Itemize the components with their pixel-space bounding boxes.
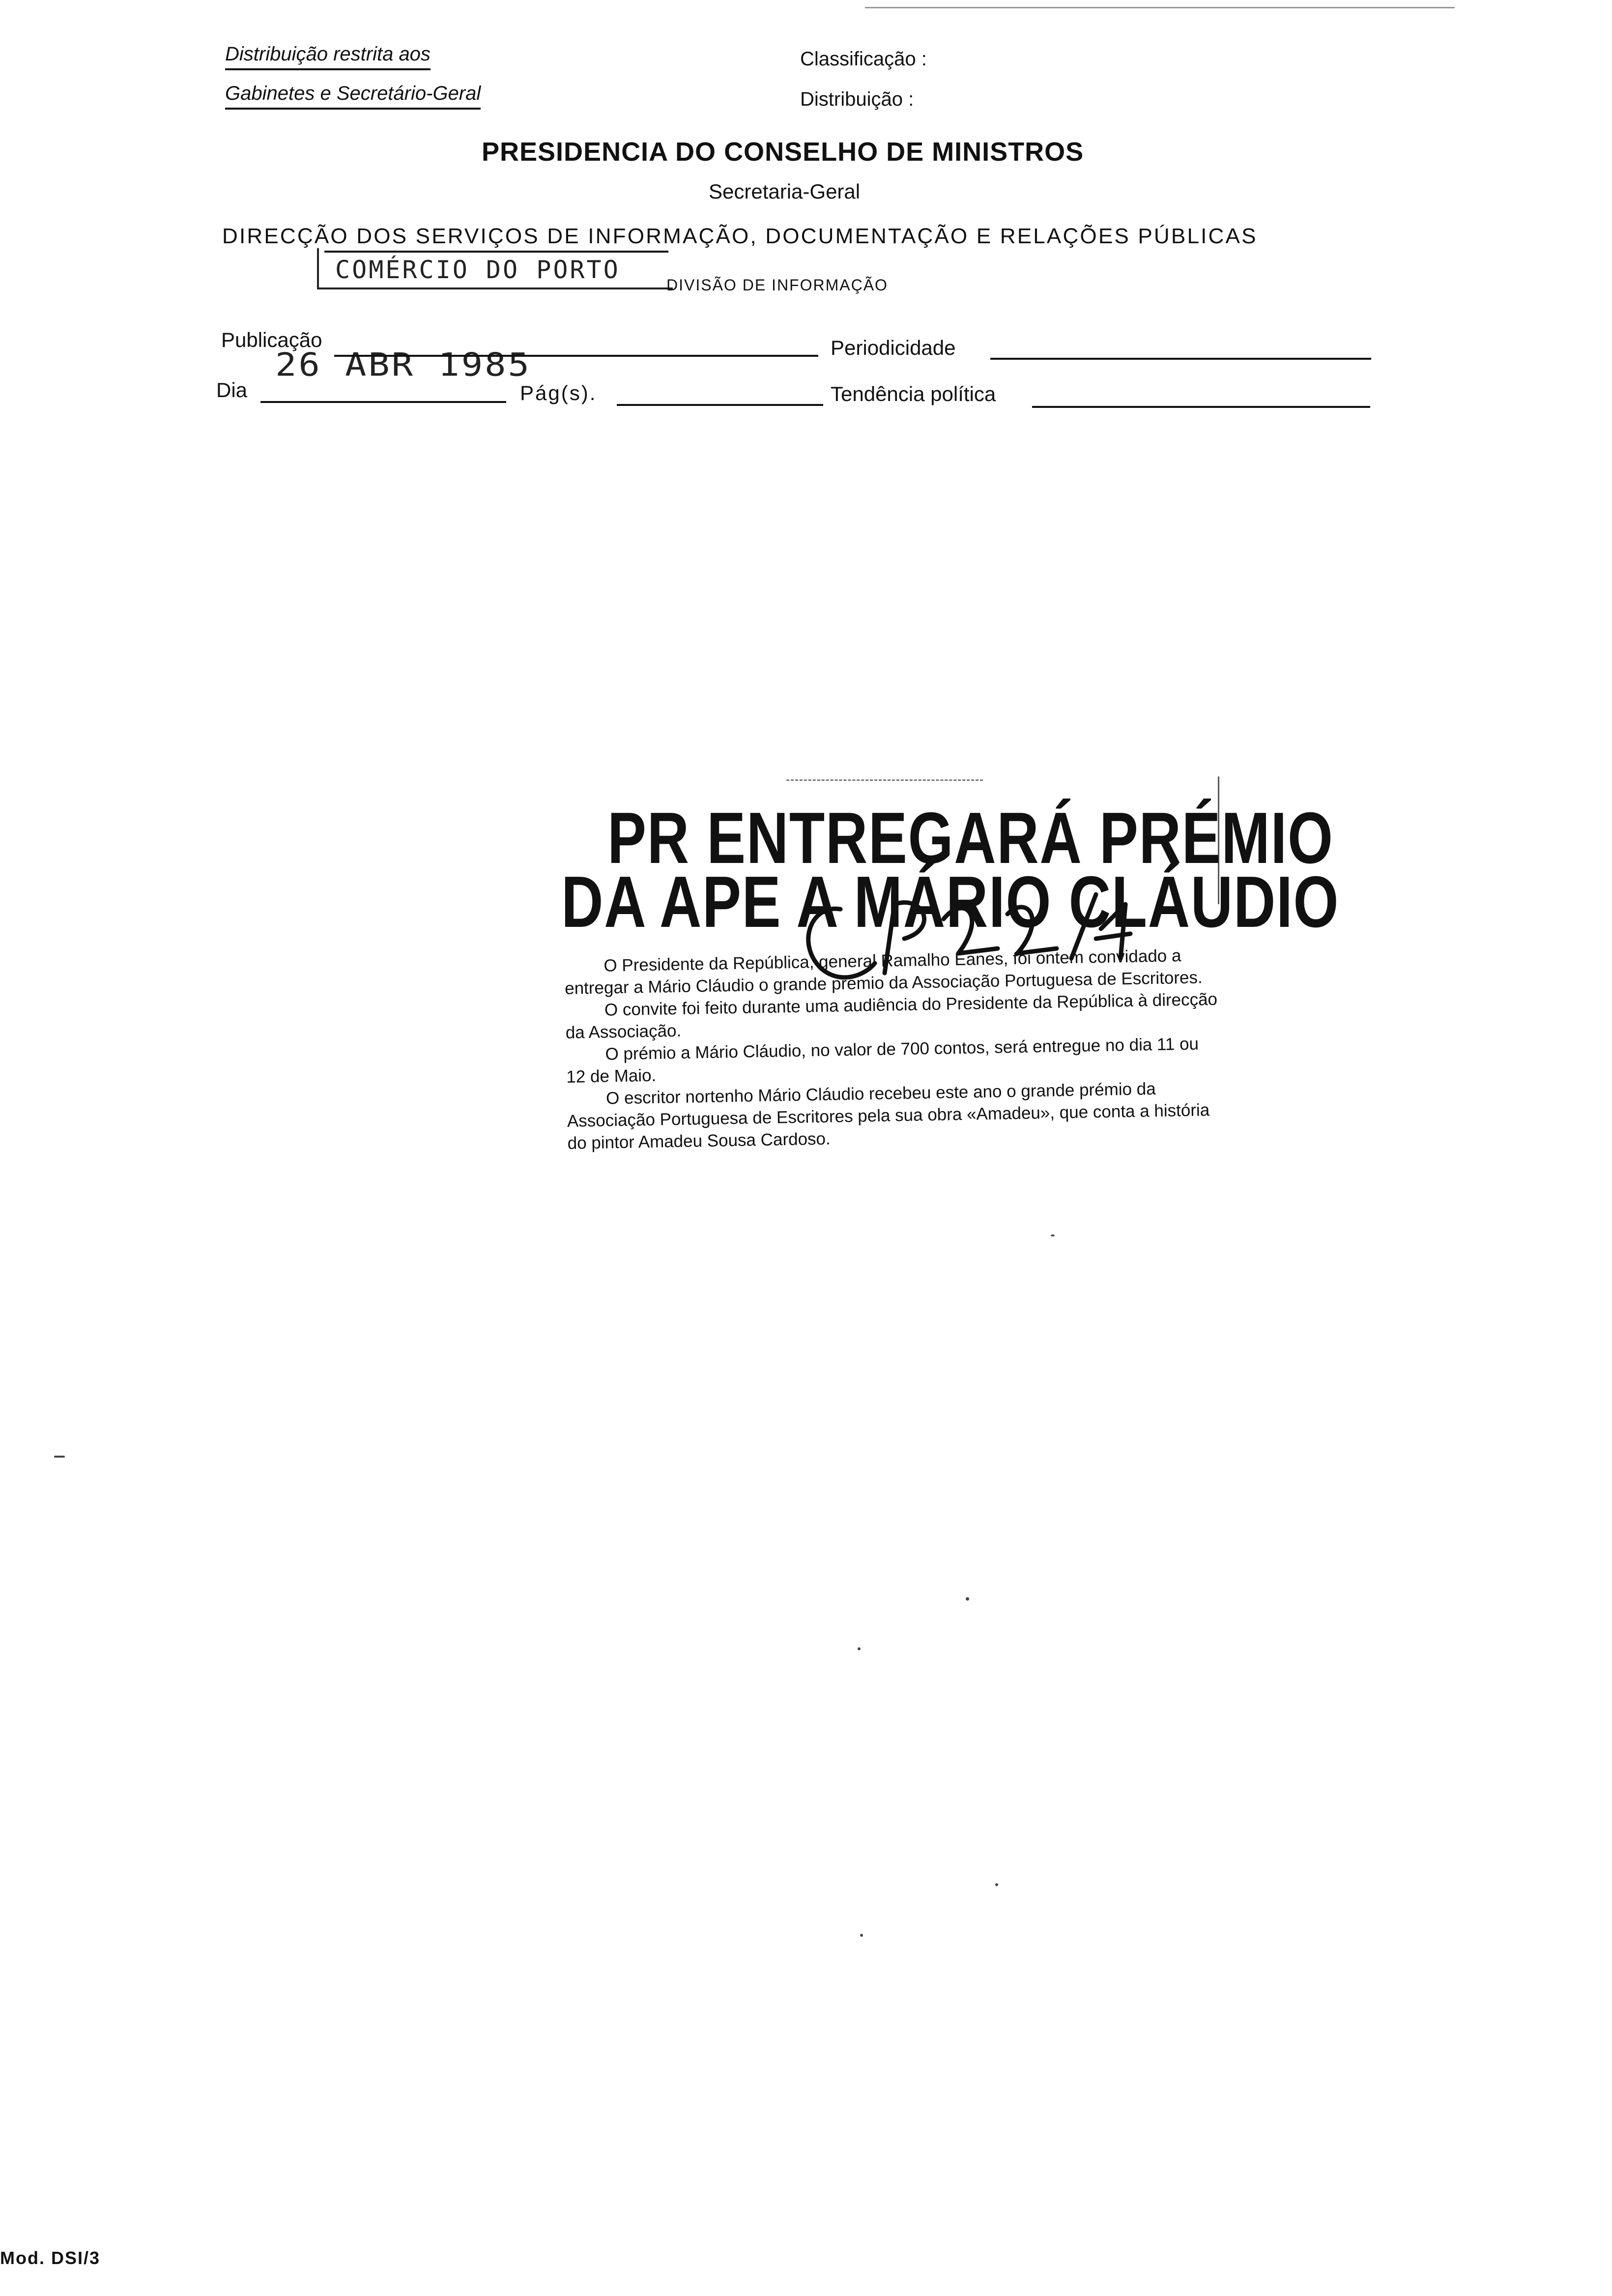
article-paragraph-3: O prémio a Mário Cláudio, no valor de 700 contos, será entregue no dia 11 ou 12 de Maio. bbox=[566, 1034, 1199, 1087]
scan-edge-line bbox=[865, 7, 1455, 8]
distribution-label: Distribuição : bbox=[800, 88, 914, 110]
scan-speck bbox=[858, 1647, 861, 1650]
distribution-note-line1: Distribuição restrita aos bbox=[225, 43, 431, 70]
article-paragraph-4: O escritor nortenho Mário Cláudio recebeu este ano o grande prémio da Associação Portuguesa de Escritores pela sua obra «Amadeu», que conta a história do pintor Amadeu Sousa Cardoso. bbox=[567, 1079, 1210, 1153]
pages-line bbox=[617, 404, 823, 406]
headline-line1: PR ENTREGARÁ PRÉMIO bbox=[607, 798, 1334, 879]
day-line bbox=[260, 401, 506, 403]
clipping-top-marks bbox=[786, 779, 983, 781]
publication-label: Publicação bbox=[221, 328, 322, 351]
scan-speck bbox=[860, 1934, 863, 1937]
periodicity-label: Periodicidade bbox=[831, 336, 956, 359]
publication-line bbox=[334, 355, 818, 357]
direction-title: DIRECÇÃO DOS SERVIÇOS DE INFORMAÇÃO, DOCUMENTAÇÃO E RELAÇÕES PÚBLICAS bbox=[222, 224, 1258, 248]
ministry-title: PRESIDENCIA DO CONSELHO DE MINISTROS bbox=[482, 137, 1084, 167]
classification-label: Classificação : bbox=[800, 48, 927, 70]
scan-speck bbox=[995, 1883, 998, 1886]
publication-stamp: COMÉRCIO DO PORTO bbox=[335, 256, 620, 284]
division-title: DIVISÃO DE INFORMAÇÃO bbox=[666, 276, 888, 294]
scan-speck bbox=[966, 1597, 969, 1601]
headline-line2: DA APE A MÁRIO CLÁUDIO bbox=[561, 861, 1340, 943]
date-stamp: 26 ABR 1985 bbox=[275, 346, 531, 383]
tendency-label: Tendência política bbox=[831, 382, 996, 405]
periodicity-line bbox=[990, 358, 1371, 360]
pages-label: Pág(s). bbox=[520, 381, 597, 404]
handwritten-annotation bbox=[781, 875, 1135, 1003]
article-paragraph-2: O convite foi feito durante uma audiência do Presidente da República à direcção da Associação. bbox=[565, 989, 1218, 1042]
distribution-note-line2: Gabinetes e Secretário-Geral bbox=[225, 83, 481, 110]
form-code: Mod. DSI/3 bbox=[0, 2248, 101, 2268]
article-paragraph-1: O Presidente da República, general Ramalho Eanes, foi ontem convidado a entregar a Mário Cláudio o grande prémio da Associação Portuguesa de Escritores. bbox=[564, 946, 1203, 998]
scan-speck bbox=[1051, 1234, 1055, 1236]
scan-speck bbox=[54, 1456, 65, 1458]
tendency-line bbox=[1032, 406, 1370, 408]
secretariat-title: Secretaria-Geral bbox=[709, 180, 861, 203]
day-label: Dia bbox=[216, 378, 248, 402]
